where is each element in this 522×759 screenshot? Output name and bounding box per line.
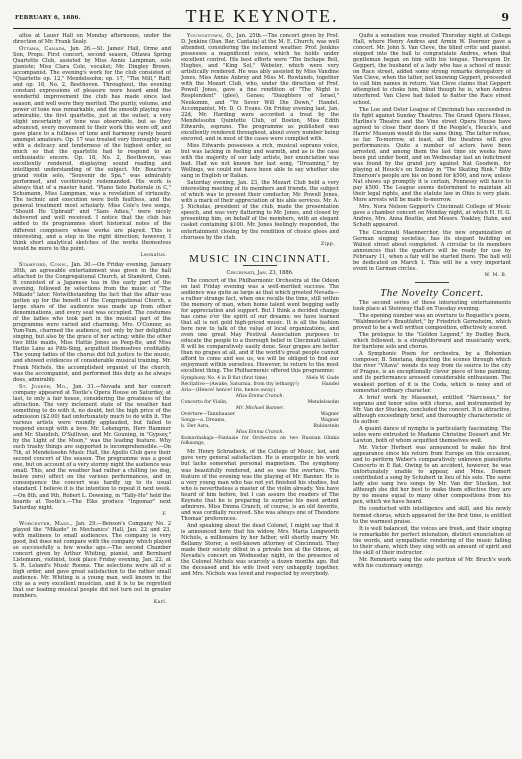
programme-performer: Mr. Michael Banner. (235, 406, 285, 412)
correspondent-signature: F. (162, 511, 167, 517)
article-paragraph: The second series of these interesting entertainments took place at Steinway Hall on Tuesday evening. (353, 299, 511, 312)
correspondent-signature: Zipp. (320, 241, 335, 247)
section-heading-cincinnati: MUSIC IN CINCINNATI. (189, 252, 331, 265)
article-paragraph: The concert of the Philharmonic Orchestra at the Odeon on last Friday evening was a well-merited success. The audience was quite as large as that which greeted Nevada—a rather strange fact, when one recalls the time, still within the memory of man, when home talent went begging sadly for appreciation and support. But I think a decided change has come o'er the spirit of our dreams; we have learned that all is not gold high-priced music. It is all the fashion here now to talk of the value of local organizations, and even one great May Festival Association purposes to educate the people to a thorough belief in Cincinnati talent. It will be comparatively easily done. Sour grapes are better than no grapes at all, and if the world's great people cannot afford to come and see us, we will be obliged to find our enjoyment within ourselves. However, to return to the most excellent thing. The Philharmonic offered this programme: (181, 277, 339, 375)
programme-composer: Mendelssohn (307, 400, 339, 406)
article-paragraph: Youngstown, O., Jan. 25th.—The concert given by Prof. D. Jenkins (Dan. Bar. Cantata) at the M. E. Church, was well attended, considering the inclement weather. Prof. Jenkins possesses a magnificent voice, which he holds under excellent control. His best efforts were "The Inchape Bell, Hughes, and "King Sol," Webster, which were very artistically rendered. He was ably assisted by Miss Vandine Jones, Miss Annie Aubrey and Miss M. Rowlands, together with the Mozart Club, who, under the direction of Prof. Powell Jones, gave a fine rendition of "The Night is Resplendent" (glee), Genee; "Daughters of Israel," Neukomm, and "Ye Sever Will Die Down," Handel. Accompanist, Mr. D. O. Evans. On Friday evening last, Jan. 22d, Mr. Harding were accorded a treat by the Mendelssohn Quintette Club, of Boston, Miss Edith Edwards, soprano. The programme as published was excellently rendered throughout, about every number being encored, and in most of the cases were complied with. (181, 33, 339, 142)
programme-item (181, 424, 339, 430)
programme-composer: Wagner (320, 417, 339, 423)
article-paragraph: Mr. Henry Schradieck, of the College of Music, led, and gave very general satisfaction. He is energetic in his work but lacks somewhat personal magnetism. The symphony was beautifully rendered, and so was the overture. The feature of the evening was the playing of Mr. Banner. He is a very young man who has not yet finished his studies, but who is nevertheless a master of the violin already. You have heard of him before, but I can assure the readers of The Keynote that he is preparing to surprise his most ardent admirers. Miss Emma Cranch, of course, is an old favorite, and was cordially received. She was always one of Theodore Thomas' preferences. (181, 449, 339, 522)
page-number: 9 (501, 11, 509, 24)
section-rule (415, 282, 449, 283)
dateline-lead: Ottawa, Canada, (19, 46, 71, 53)
article-paragraph: Stamford, Conn., Jan. 30.—On Friday evening, January 30th, an agreeable entertainment was given in the hall attached to the Congregational Church, at Stamford, Conn. It consisted of a Japanese tea in the early part of the evening, followed by selections from the music of "The Mikado" later. Notwithstanding the fact that the affair was gotten up for the benefit of the Congregational Church, a large share of the audience was made up from other denominations, and every seat was occupied. The costumes of the ladies who took part in the musical part of the programme were varied and charming. Mrs. O'Connor, as Yum-Yum, charmed the audience, not only by her delightful singing, but also by the grace of her acting; while the other two little maids, Miss Hattie Jones as Peep-Bo, and Miss Hattie Lane as Pitti-Sing, acquitted themselves creditably. The young ladies of the chorus did full justice to the music, and showed evidences of considerable musical training. Mr. Frank Nichols, the accomplished organist of the church, was the accompanist, and performed this duty as he always does, admirably. (13, 261, 171, 383)
dateline-lead: Worcester, Mass., (19, 520, 76, 527)
dateline-lead: Stamford, Conn., (19, 261, 72, 268)
programme-composer: Niels W. Gade (305, 376, 339, 382)
article-paragraph: Mr. Remmertz sang the solo portion of Mr. Bruch's work with his customary energy. (353, 556, 511, 569)
correspondent-signature: Leonatus. (140, 252, 167, 258)
article-paragraph: A brief work by Massenet, entitled "Narcissus," for soprano and tenor solos with chorus, and instrumented by Mr. Van der Stucken, concluded the concert. It is attractive, although exceedingly brief, and thoroughly characteristic of its author. (353, 394, 511, 425)
correspondent-signature: W. M. B. (484, 272, 507, 278)
concert-programme (181, 376, 339, 447)
article-paragraph: altos at Lauer Hall on Monday afternoons, under the direction of Mr. Frank Sealy. (13, 33, 171, 46)
article-paragraph: It is well balanced, the voices are fresh, and their singing is remarkable for perfect intonation, distinct enunciation of the words, and sympathetic rendering of the music falling to their share, which they sing with an amount of spirit and the skill of their instructor. (353, 525, 511, 556)
article-paragraph: Quite a sensation was created Thursday night at College Hall, where Henry Andres and Armin W. Doerner gave a concert. Mr. John S. Van Cleve, the blind critic and pianist, stepped into the hall to congratulate Andres, when that gentleman began on him with his tongue. Thereupon Dr. Geppert, the husband of a lady who has a school of music on Race street, added some strong remarks derogatory of Van Cleve, when the latter, not knowing Geppert, proceeded to call him names in return. Van Cleve claims that Geppert attempted to choke him, blind though he is, when Andres interfered. Van Cleve had failed to flatter the Race street school. (353, 33, 511, 106)
dateline-lead: Youngstown, O., (187, 33, 237, 39)
article-paragraph: The Cincinnati Maennerchor, the new organization of German singing societies, has its elegant building on Walnut street about completed. A circular to its members announces that the quarters will be ready for use by February 11, when a fair will be started there. The hall will be dedicated on March 1. This will be a very important event in German circles. (353, 229, 511, 272)
article-paragraph: Worcester, Mass., Jan. 29.—Benson's Company No. 2 played the "Mikado" in Mechanics' Hall, Jan. 22 and 23, with matinees to small audiences. The company is very good, but does not compare with the company which played so successfully a few weeks ago.—The second Chamber concert given by Arthur Whiting, pianist, and Bernhard Listemann, violinist, took place Friday evening, Jan. 22, at S. R. Leland's Music Rooms. The selections were all of a high order, and gave great satisfaction to the rather small audience. Mr. Whiting is a young man, well known in the city as a very excellent musician, and it is to be regretted that our leading musical people did not turn out in greater numbers. (13, 520, 171, 600)
column-1 (13, 33, 171, 751)
article-paragraph: The opening number was an overture to Roquette's poem, "Waldmeister's Brautfahrt," by Friedrich Gernsheim, which proved to be a well written composition, effectively scored. (353, 313, 511, 332)
programme-composer (336, 388, 339, 394)
programme-piece: Komarinskaja—Fantasie for Orchestra on two Russian folksongs, (181, 435, 321, 447)
article-paragraph: And speaking about the dead Colonel, I might say that it is announced here that his widow, Mrs. Maria Longworth Nichols, a millionaire by her father, will shortly marry Mr. Bellamy Storer, a well-known attorney of Cincinnati. They made their society début in a private box at the Odeon, at Nevada's concert on Wednesday night, in the presence of the Colonel Nichols was scarcely a dozen months ago. But the deceased and his wife lived very unhappily together, and Mrs. Nichols was loved and respected by everybody. (181, 522, 339, 578)
column-2-middle (181, 278, 339, 375)
programme-composer: Handel (321, 382, 339, 388)
column-2-bottom (181, 449, 339, 577)
column-2 (181, 33, 339, 751)
article-columns (13, 33, 511, 751)
dateline-lead: St. Joseph, Mo., (19, 383, 74, 390)
programme-performer: Miss Emma Cranch. (236, 394, 284, 400)
publication-title: THE KEYNOTE. (185, 6, 339, 26)
programme-piece: Overture—Tannhauser (181, 411, 235, 417)
column-3 (353, 33, 511, 751)
programme-performer: Miss Emma Cranch. (236, 429, 284, 435)
programme-piece: Songs—a. Dreams, (181, 417, 226, 423)
dateline-cincinnati: Cincinnati, Jan. 23, 1886. (226, 269, 294, 276)
column-2-top (181, 33, 339, 248)
programme-item (181, 436, 339, 448)
section-heading-novelty-concert: The Novelty Concert. (380, 286, 484, 299)
programme-composer: Rubinstein (313, 423, 339, 429)
programme-piece: Concerto for Violin, (181, 400, 228, 406)
programme-piece: Aria—(Hence! hence! Iris, hence away.) (181, 388, 276, 394)
article-paragraph: Mr. Victor Herbert was announced to make his first appearance since his return from Europe on this occasion, and to perform Weber's comparatively unknown pianoforte Concerto in E flat. Owing to an accident, however, he was unfortunately unable to appear, and Mme. Domert contributed a song by Schubert in lieu of his solo. The same lady also sang two songs by Mr. Van der Stucken, but although she did her best to make them effective they are by no means equal to many other compositions from his pen, which we have heard. (353, 445, 511, 506)
correspondent-signature: Karl. (153, 600, 167, 606)
article-paragraph: A quaint dance of nymphs is particularly fascinating. The solos were entrusted to Madame Christine Dossert and Mr. Lawton, both of whom acquitted themselves well. (353, 425, 511, 444)
column-3-bottom (353, 300, 511, 569)
programme-piece: Symphony No. 4 in B flat (first time) (181, 376, 268, 382)
programme-composer: Glinka (323, 435, 339, 441)
article-paragraph: Ottawa, Canada, Jan. 26.—St. James' Hall, Orme and Son, Props. First concert, second season, Ottawa Spring Quartette Club, assisted by Miss Annie Lampman, solo pianiste; Miss Clara Cole, vocalist; Mr. Dingley Brown, accompanist. The evening's work for the club consisted of "Quartette op. 12," Mendelssohn; op. 17, "The Mill," Raff; and op. 18, No. 2, Beethoven. Throughout, the evening constant expressions of pleasure were heard amid the wonderful improvement the club has made since last season, and well were they merited. The purity, volume, and power of tone was remarkable, and the smooth playing was admirable, the first quartette, just at the outset, a very slight uncertainty of tone was observable, but as they advanced, every movement to their work this were off, and gave place to a fullness of tone and harmony rarely heard amongst amateurs. Op. 17 was treated very thoroughly and with a delicacy and tenderness of the highest order, so much so that the quartette had to respond to an enthusiastic encore. Op. 18, No. 2, Beethoven, was excellently rendered, displaying sound reading and intelligent understanding of the subject. Mr. Boucher's grand violin solo, "Souvenir de Spa," was admirably performed, and vociferously redemanded. His work is always that of a master hand. "Piano Solo Pastorale in C," Schumann, Miss Lampman, was a revelation of virtuosity. The technic and execution were both faultless, and the general treatment most scholarly. Miss Cole's two songs, "Should He Upbraid" and "Sans Adieu," were nicely delivered and well received. I notice that the club has added to its programmes short historical notes of the different composers whose works are played. This is interesting, and a step in the right direction; however, I think short analytical sketches of the works themselves would be more to the point. (13, 46, 171, 252)
article-paragraph: Saturday evening, Jan. 23, the Mozart Club held a very interesting meeting of its members and friends, the subject of which was to present their conductor, Mr. Powell Jones, with a mark of their appreciation of his able services. Mr. A. J. Nicholas, president of the club, made the presentation speech, and was very flattering to Mr. Jones, and closed by presenting him, on behalf of the members, with an elegant casket containing $100. Mr. Jones feelingly responded, the entertainment closing by the rendition of choice glees and choruses by the club. (181, 180, 339, 241)
section-rule (243, 265, 277, 266)
column-3-top (353, 33, 511, 279)
issue-date: FEBRUARY 6, 1886. (15, 15, 81, 21)
programme-piece: b. Der Asra, (181, 423, 210, 429)
article-paragraph: St. Joseph, Mo., Jan. 31.—Nevada and her concert company appeared at Tootle's Opera House on Saturday, at last, to only a fair house, considering the greatness of the attraction. The very inclement state of the weather had something to do with it, no doubt, but the high price of the admission ($2.00) had unfortunately much to do with it. The various artists were roundly applauded, but failed to respond except with a bow. Mr. Lohengrin, Herr Hammer and Mr. Standish, O'Sullivan, and Mr. Gouning, in "Gypsey," by the Light of the Moon," was the leading feature. Why such trashy things are supported is incomprehensible.—On 7th, at Mendelssohn Music Hall, the Apollo Club gave their second concert of the season. The programme was a good one, but on account of a very stormy night the audience was small. This, and the weather had rather a chilling (so dog, below zero) effect on the various performances, and in consequence the concert was hardly up to its usual standard. I believe it is the intention to repeat it next week.—On 8th, and 9th, Robert L. Downing, in "Tally-Ho" held the boards at Tootle's.—The Elks produce "Ingomar" next Saturday night. (13, 383, 171, 511)
programme-composer: Wagner (320, 411, 339, 417)
article-paragraph: Miss Edwards possesses a rich, musical soprano voice, but was lacking in feeling and warmth, and as is the case with the majority of our lady artists, her enunciation was bad. Had we not known her last song, "Dreaming," by Wellings, we could not have been able to say whether she sang in English or Italian. (181, 142, 339, 180)
article-paragraph: Mrs. Nora Nelson Geppert's Cincinnati College of Music gave a chamber concert on Monday night, at which H. H. G. Andres, Mrs. Anna Beattie, and Messrs. Yoakley, Hahn, and Schath appeared. (353, 204, 511, 229)
article-paragraph: A Symphonic Poem for orchestra, by a Bohemian composer, B. Smetana, depicting the scenes through which the river "Vltava" wends its way from its source to the city of Prague, is an exceptionally clever piece of tone painting, and its performance aroused considerable enthusiasm. The weakest portion of it is the Coda, which is noisy and of somewhat ordinary character. (353, 351, 511, 394)
programme-piece: Recitative—(Awake, Saturnia, from thy lethargy!) (181, 382, 299, 388)
article-paragraph: The Loe and Oster League of Cincinnati has succeeded in its fight against Sunday Theatres. The Grand Opera House, Harlins's Theatre and the Vine street Opera House have agreed to close their doors if the People's, Heuck's, and Harris' Museum would do the same thing. The latter refuse, so far. To-morrow, at least, all the theatres will give performances. Quite a number of actors have been arrested, and among them the last time six weeks have been put under bond, and on Wednesday last an indictment was found by the grand jury against Nat Goodwin, for playing at Heuck's on Sunday in "The Skating Rink." Billy Emerson's people are his on bond for $500, and now, unless Nat shows up promptly it is certain, Fennessy will have to pay $500. The League seems determined to maintain all their legal rights, and the statute law in Ohio is very plain. More arrests will be made to-morrow. (353, 106, 511, 204)
masthead (13, 0, 511, 29)
article-paragraph: The prologue to the "Golden Legend," by Dudley Buck, which followed, is a straightforward and musicianly work, for baritone solo and chorus. (353, 332, 511, 351)
column-1-body (13, 33, 171, 606)
article-paragraph: He conducted with intelligence and skill, and his newly formed chorus, which appeared for the first time, is entitled to the warmest praise. (353, 506, 511, 525)
